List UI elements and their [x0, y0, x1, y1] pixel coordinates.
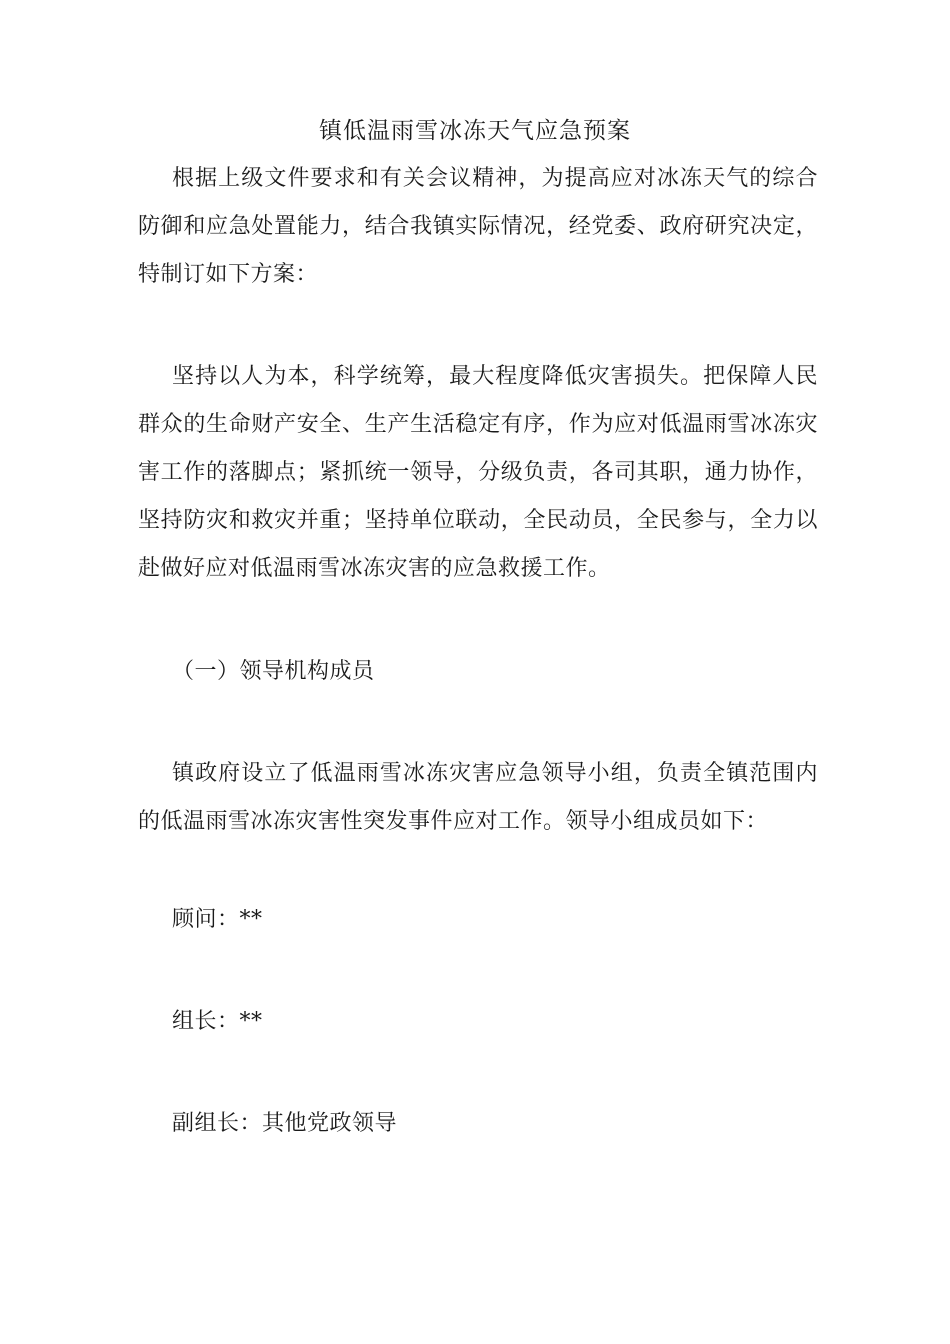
deputy-leader-line: 副组长：其他党政领导 — [172, 1111, 398, 1136]
advisor-line: 顾问：** — [172, 907, 263, 932]
section-heading: （一）领导机构成员 — [172, 659, 375, 684]
leader-line: 组长：** — [172, 1009, 263, 1034]
principle-paragraph: 坚持以人为本，科学统筹，最大程度降低灾害损失。把保障人民群众的生命财产安全、生产生活稳定有序，作为应对低温雨雪冰冻灾害工作的落脚点；紧抓统一领导，分级负责，各司其职，通力协作，坚持防灾和救灾并重；坚持单位联动，全民动员，全民参与，全力以赴做好应对低温雨雪冰冻灾害的应急救援工作。 — [138, 364, 818, 581]
leadership-paragraph: 镇政府设立了低温雨雪冰冻灾害应急领导小组，负责全镇范围内的低温雨雪冰冻灾害性突发事件应对工作。领导小组成员如下： — [138, 761, 818, 834]
intro-paragraph: 根据上级文件要求和有关会议精神，为提高应对冰冻天气的综合防御和应急处置能力，结合我镇实际情况，经党委、政府研究决定，特制订如下方案： — [138, 166, 818, 287]
document-title: 镇低温雨雪冰冻天气应急预案 — [319, 118, 631, 144]
